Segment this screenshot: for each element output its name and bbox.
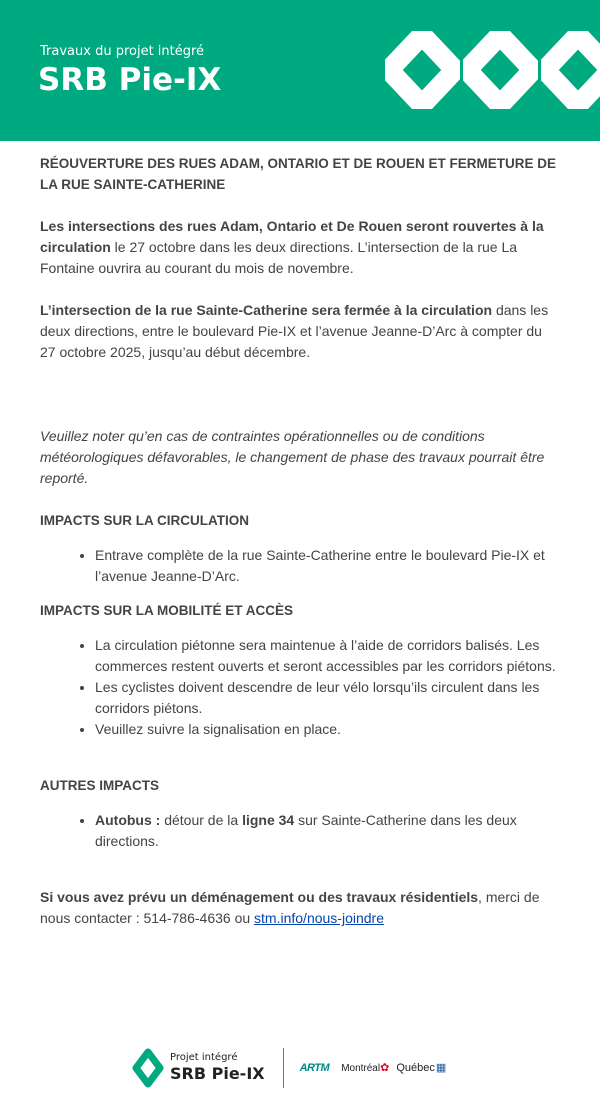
- header-banner: [0, 0, 600, 141]
- srb-diamond-icon: [132, 1048, 164, 1088]
- contact-link[interactable]: stm.info/nous-joindre: [254, 910, 384, 926]
- main-heading: RÉOUVERTURE DES RUES ADAM, ONTARIO ET DE ROUEN ET FERMETURE DE LA RUE SAINTE-CATHERINE: [40, 156, 557, 192]
- paragraph-reopening: Les intersections des rues Adam, Ontario et De Rouen seront rouvertes à la circulation le 27 octobre dans les deux directions. L’intersection de la rue La Fontaine ouvrira au courant du mois de novembre.: [40, 218, 544, 276]
- list-item: • Veuillez suivre la signalisation en place.: [95, 719, 560, 740]
- list-item: • Entrave complète de la rue Sainte-Catherine entre le boulevard Pie-IX et l’avenue Jeanne-D’Arc.: [95, 545, 560, 587]
- montreal-rosette-icon: ✿: [380, 1061, 390, 1074]
- quebec-logo: Québec: [396, 1061, 435, 1074]
- footer-logo-title: SRB Pie-IX: [170, 1064, 265, 1083]
- paragraph-closure: L’intersection de la rue Sainte-Catherine sera fermée à la circulation dans les deux directions, entre le boulevard Pie-IX et l’avenue Jeanne-D’Arc à compter du 27 octobre 2025, jusqu’au début décembre.: [40, 302, 549, 360]
- diamond-logo-icon: [541, 31, 600, 109]
- header-subtitle: Travaux du projet intégré: [40, 44, 205, 59]
- montreal-logo: Montréal: [341, 1062, 381, 1074]
- list-item: • Les cyclistes doivent descendre de leur vélo lorsqu’ils circulent dans les corridors piétons.: [95, 677, 560, 719]
- contact-paragraph: Si vous avez prévu un déménagement ou des travaux résidentiels, merci de nous contacter : 514-786-4636 ou stm.info/nous-joindre: [40, 889, 540, 926]
- main-content: [0, 141, 600, 929]
- diamond-logo-icon: [463, 31, 538, 109]
- header-title: SRB Pie-IX: [38, 62, 222, 98]
- divider: [283, 1048, 284, 1088]
- note-paragraph: Veuillez noter qu’en cas de contraintes opérationnelles ou de conditions météorologiques défavorables, le changement de phase des travaux pourrait être reporté.: [40, 428, 545, 486]
- list-item: • Autobus : détour de la ligne 34 sur Sainte-Catherine dans les deux directions.: [95, 810, 560, 852]
- artm-logo: ARTM: [299, 1061, 330, 1074]
- list-item: • La circulation piétonne sera maintenue à l’aide de corridors balisés. Les commerces restent ouverts et seront accessibles par les corridors piétons.: [95, 635, 560, 677]
- quebec-flag-icon: ▦: [435, 1061, 447, 1074]
- footer-logo-subtitle: Projet intégré: [170, 1052, 238, 1063]
- section-title-mobility: IMPACTS SUR LA MOBILITÉ ET ACCÈS: [40, 603, 293, 618]
- footer-logos: [132, 1048, 446, 1088]
- section-title-other: AUTRES IMPACTS: [40, 778, 160, 793]
- section-title-circulation: IMPACTS SUR LA CIRCULATION: [40, 513, 249, 528]
- diamond-logo-icon: [385, 31, 460, 109]
